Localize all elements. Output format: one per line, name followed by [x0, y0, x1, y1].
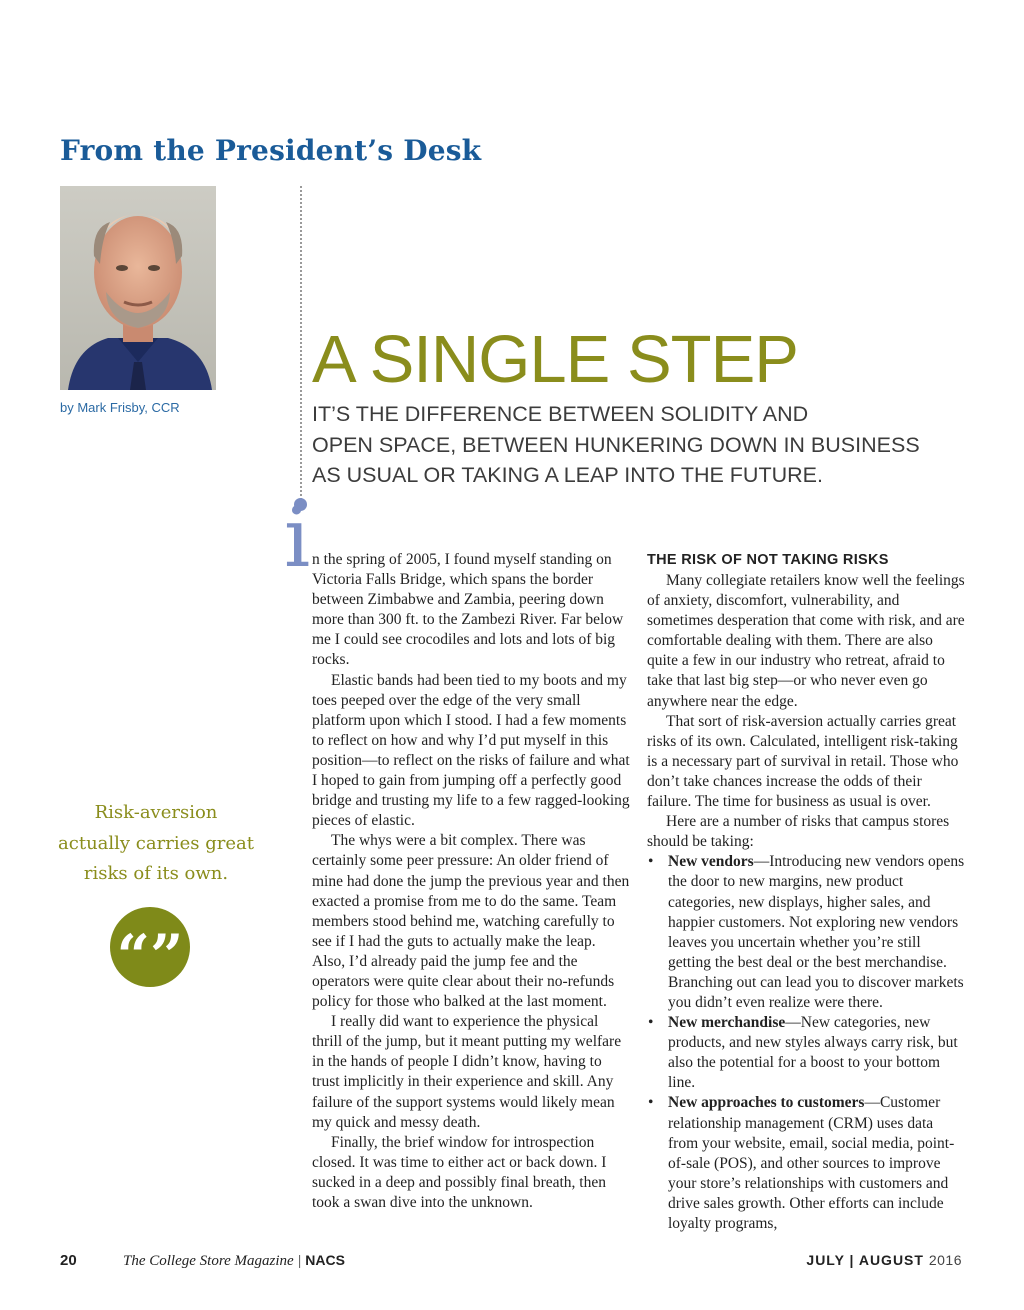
drop-cap: i [284, 491, 311, 586]
paragraph: Here are a number of risks that campus stores should be taking: [647, 813, 950, 851]
deck-line: OPEN SPACE, BETWEEN HUNKERING DOWN IN BUSINESS [312, 432, 920, 457]
org-name: NACS [305, 1252, 345, 1268]
paragraph: That sort of risk-aversion actually carries great risks of its own. Calculated, intelligent risk-taking is a necessary part of survival in retail. Those who don’t take chances increase the odds of their failure. The time for business as usual is over. [647, 712, 959, 811]
paragraph: Many collegiate retailers know well the feelings of anxiety, discomfort, vulnerability, and sometimes desperation that come with risk, and are comfortable dealing with them. There are also quite a few in our industry who retreat, afraid to take that last big step—or who never even go anywhere near the edge. [647, 572, 965, 710]
list-item-text: —Introducing new vendors opens the door to new margins, new product categories, new displays, higher sales, and happier customers. Not exploring new vendors leaves you uncertain whether you’re still getting the best deal or the best merchandise. Branching out can lead you to discover markets you didn’t even realize were there. [668, 853, 965, 1011]
paragraph: n the spring of 2005, I found myself standing on Victoria Falls Bridge, which spans the border between Zimbabwe and Zambia, peering down more than 300 ft. to the Zambezi River. Far below me I could see crocodiles and lots and lots of big rocks. [312, 551, 624, 669]
issue-date [806, 1252, 962, 1268]
list-item [647, 1093, 967, 1234]
list-item-term: New vendors [668, 853, 754, 871]
bullet-icon: • [648, 853, 654, 871]
quote-mark-icon: “” [110, 907, 190, 987]
author-photo [60, 186, 216, 390]
paragraph: I really did want to experience the physical thrill of the jump, but it meant putting my welfare in the hands of people I didn’t know, having to trust implicitly in their experience and skill. Any failure of the support systems would likely mean my quick and messy death. [312, 1013, 622, 1131]
magazine-title: The College Store Magazine [123, 1253, 294, 1269]
list-item-text: —Customer relationship management (CRM) uses data from your website, email, social media, point-of-sale (POS), and other sources to improve your store’s relationships with customers and drive sales growth. Other efforts can include loyalty programs, [668, 1094, 955, 1232]
list-item-term: New merchandise [668, 1014, 786, 1032]
bullet-icon: • [648, 1014, 654, 1032]
deck-line: AS USUAL OR TAKING A LEAP INTO THE FUTURE. [312, 463, 823, 487]
deck [312, 399, 932, 491]
bullet-icon: • [648, 1094, 654, 1112]
list-item [647, 1013, 967, 1093]
dotted-divider [300, 186, 302, 504]
list-item-text: —New categories, new products, and new styles always carry risk, but also the potential for a boost to your bottom line. [668, 1014, 958, 1092]
paragraph: The whys were a bit complex. There was certainly some peer pressure: An older friend of mine had done the jump the previous year and then exacted a promise from me to do the same. Team members stood behind me, watching carefully to see if I had the guts to actually make the leap. Also, I’d already paid the jump fee and the operators were quite clear about their no-refunds policy for those who balked at the last moment. [312, 832, 630, 1011]
issue-months: JULY | AUGUST [806, 1252, 924, 1268]
issue-year: 2016 [928, 1252, 962, 1268]
article-column-2 [647, 550, 967, 1234]
pull-quote: Risk-aversion actually carries great risks of its own. [58, 802, 254, 884]
list-item [647, 852, 967, 1013]
section-title: From the President’s Desk [60, 134, 482, 167]
page-number: 20 [60, 1252, 77, 1269]
risk-list [647, 852, 967, 1234]
list-item-term: New approaches to customers [668, 1094, 865, 1112]
paragraph: Finally, the brief window for introspection closed. It was time to either act or back down. I sucked in a deep and possibly final breath, then took a swan dive into the unknown. [312, 1133, 607, 1211]
deck-line: IT’S THE DIFFERENCE BETWEEN SOLIDITY AND [312, 402, 809, 426]
paragraph: Elastic bands had been tied to my boots and my toes peeped over the edge of the very small platform upon which I stood. I had a few moments to reflect on how and why I’d put myself in this position—to reflect on the risks of failure and what I hoped to gain from jumping off a perfectly good bridge and trusting my life to a few ragged-looking pieces of elastic. [312, 671, 630, 830]
magazine-name [123, 1252, 345, 1270]
subhead: THE RISK OF NOT TAKING RISKS [647, 552, 889, 568]
footer-separator: | [293, 1253, 306, 1269]
article-column-1 [312, 550, 630, 1213]
headline: A SINGLE STEP [312, 322, 798, 397]
byline: by Mark Frisby, CCR [60, 400, 180, 415]
